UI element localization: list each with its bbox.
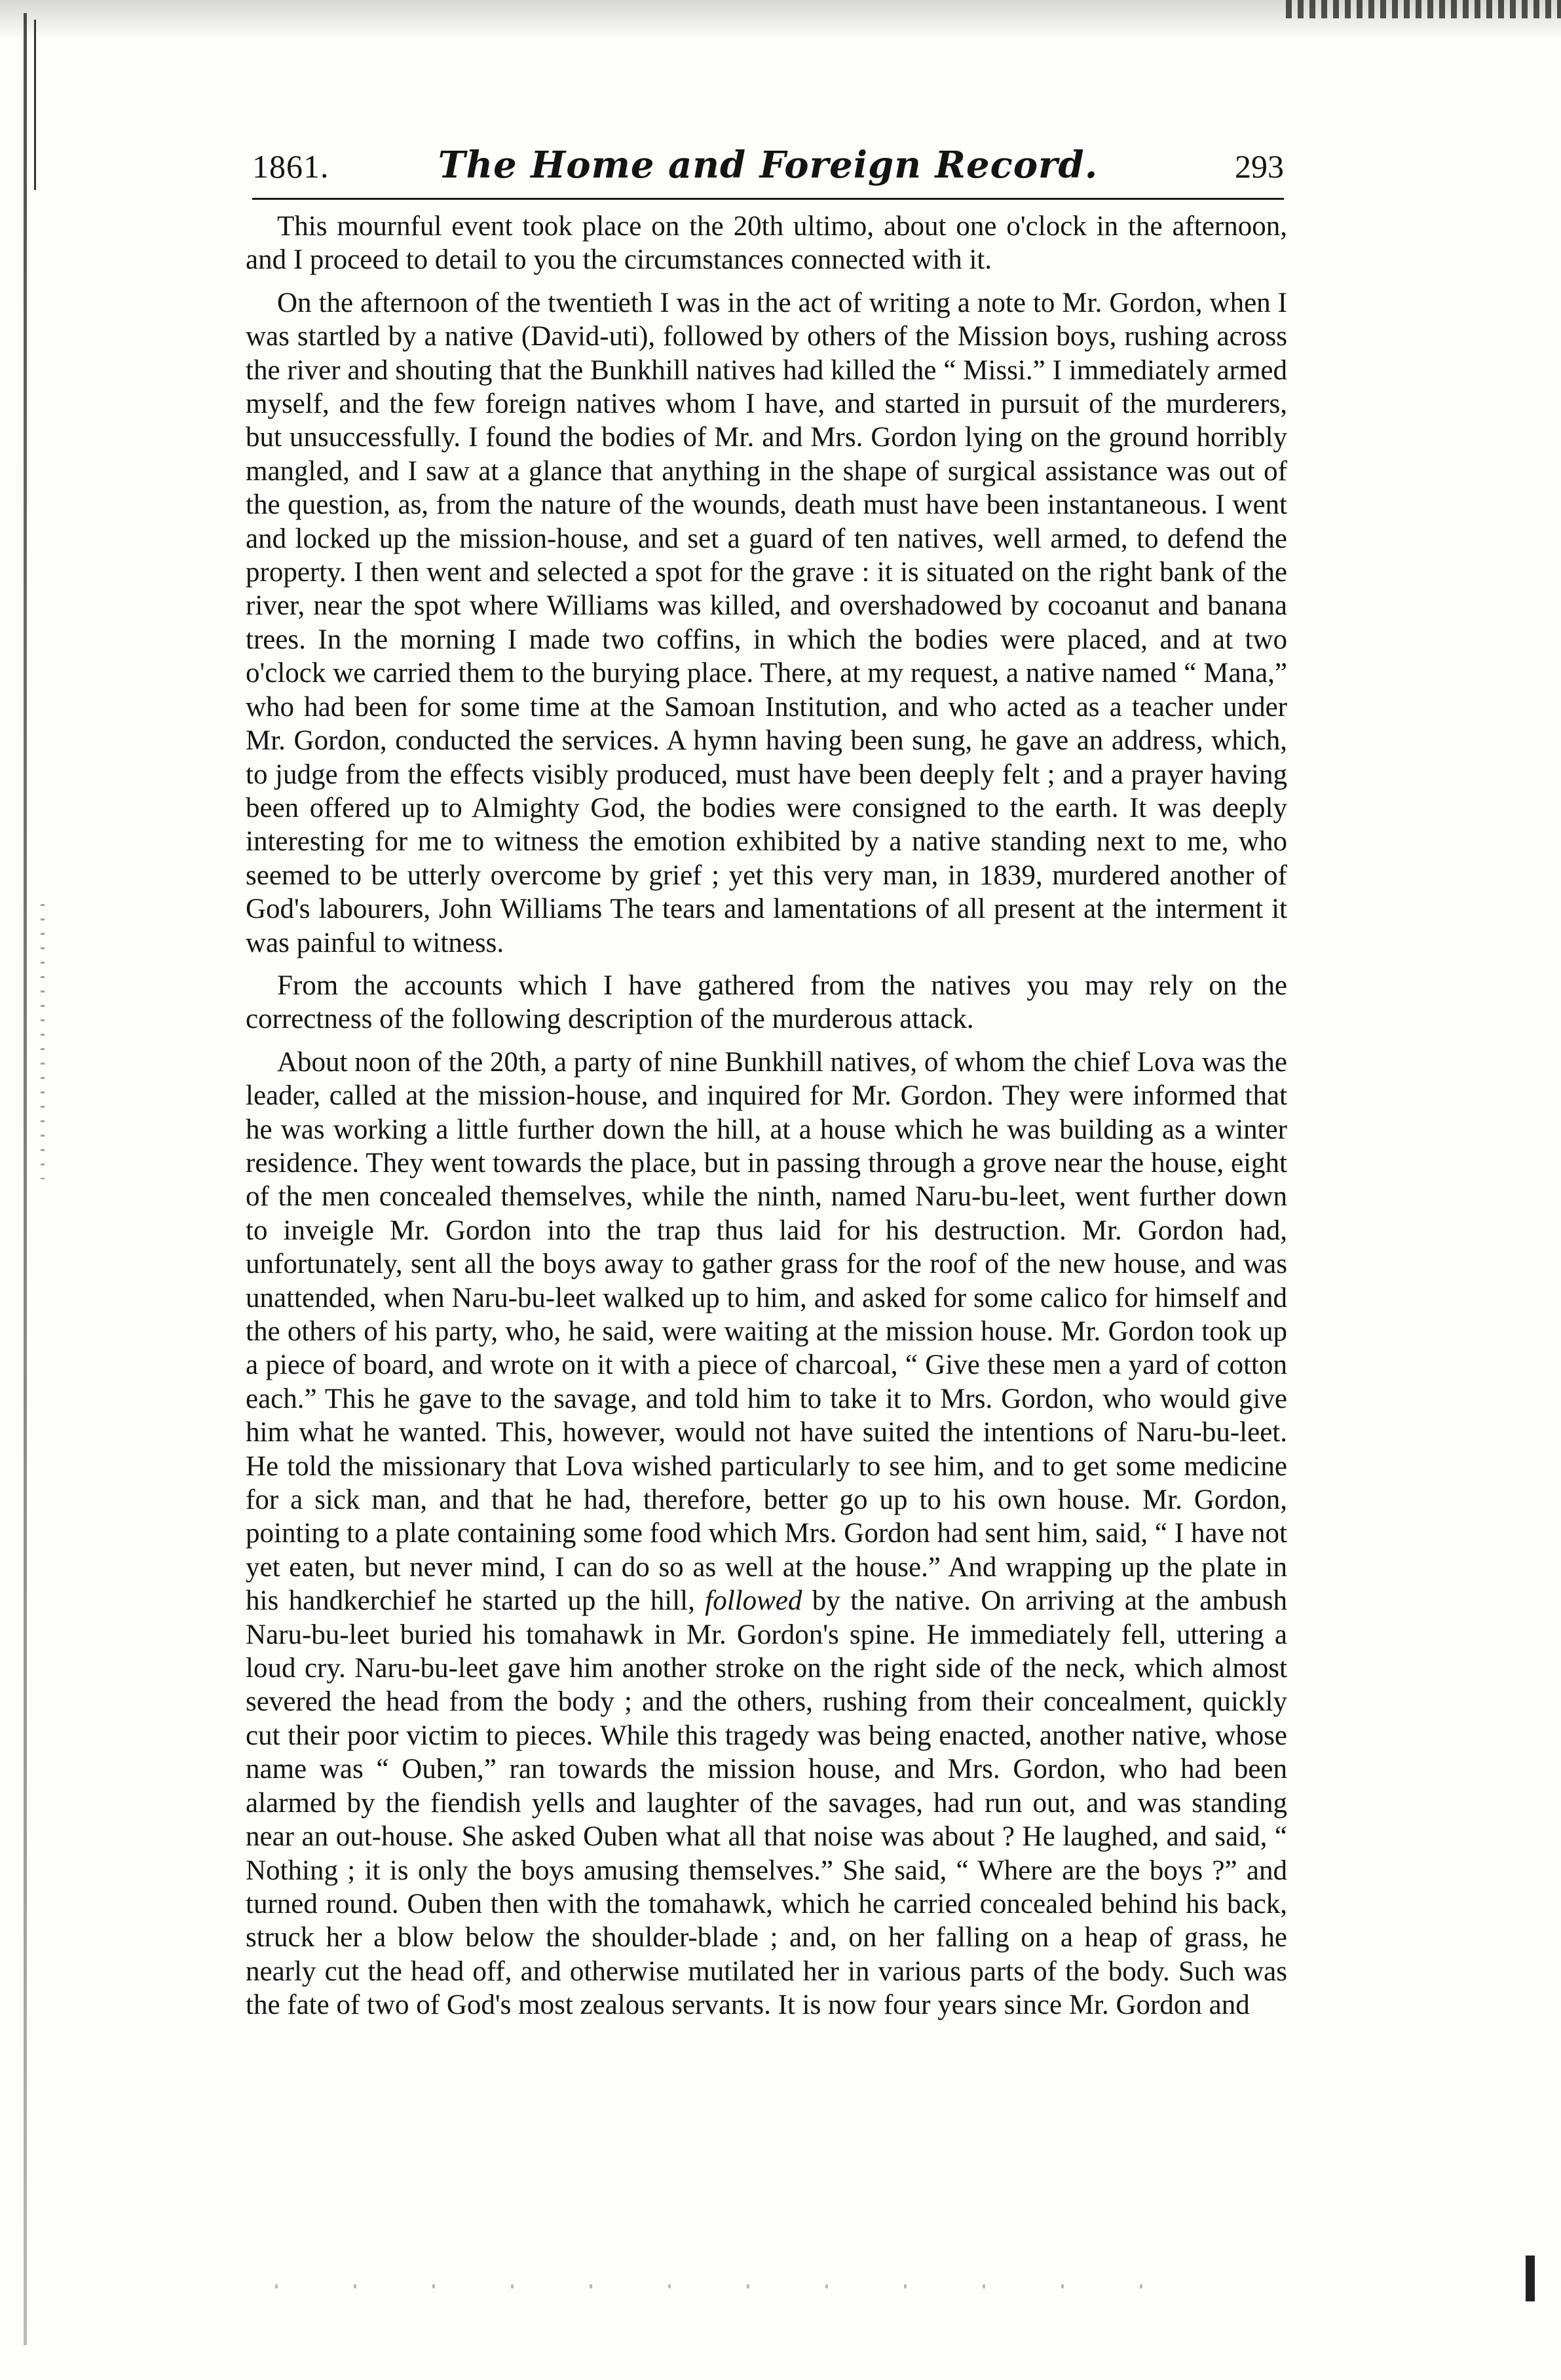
journal-title: The Home and Foreign Record. bbox=[438, 143, 1099, 187]
article-body bbox=[246, 210, 1287, 2031]
header-rule bbox=[252, 198, 1284, 200]
scan-specks-bottom bbox=[275, 2284, 1192, 2288]
paragraph-3: From the accounts which I have gathered from the natives you may rely on the correctness of the following description of the murderous attack. bbox=[246, 970, 1287, 1035]
paragraph-4-part-a: About noon of the 20th, a party of nine Bunkhill natives, of whom the chief Lova was the leader, called at the mission-house, and inquired for Mr. Gordon. They were informed that he was working a little further down the hill, at a house which he was building as a winter residence. They went towards the place, but in passing through a grove near the house, eight of the men concealed themselves, while the ninth, named Naru-bu-leet, went further down to inveigle Mr. Gordon into the trap thus laid for his destruction. Mr. Gordon had, unfortunately, sent all the boys away to gather grass for the roof of the new house, and was unattended, when Naru-bu-leet walked up to him, and asked for some calico for himself and the others of his party, who, he said, were waiting at the mission house. Mr. Gordon took up a piece of board, and wrote on it with a piece of charcoal, “ Give these men a yard of cotton each.” This he gave to the savage, and told him to take it to Mrs. Gordon, who would give him what he wanted. This, however, would not have suited the intentions of Naru-bu-leet. He told the missionary that Lova wished particularly to see him, and to get some medicine for a sick man, and that he had, therefore, better go up to his own house. Mr. Gordon, pointing to a plate containing some food which Mrs. Gordon had sent him, said, “ I have not yet eaten, but never mind, I can do so as well at the house.” And wrapping up the plate in his handkerchief he started up the hill, bbox=[246, 1046, 1287, 1617]
page-edge-mark bbox=[34, 20, 36, 190]
binding-marks bbox=[41, 904, 45, 1179]
scan-mark-bottom-right bbox=[1526, 2256, 1535, 2301]
paragraph-1: This mournful event took place on the 20th ultimo, about one o'clock in the afternoon, and I proceed to detail to you the circumstances connected with it. bbox=[246, 211, 1287, 276]
page-number: 293 bbox=[1235, 148, 1284, 185]
paragraph-4-part-b: by the native. On arriving at the ambush Naru-bu-leet buried his tomahawk in Mr. Gordon's spine. He immediately fell, uttering a loud cry. Naru-bu-leet gave him another stroke on the right side of the neck, which almost severed the head from the body ; and the others, rushing from their concealment, quickly cut their poor victim to pieces. While this tragedy was being enacted, another native, whose name was “ Ouben,” ran towards the mission house, and Mrs. Gordon, who had been alarmed by the fiendish yells and laughter of the savages, had run out, and was standing near an out-house. She asked Ouben what all that noise was about ? He laughed, and said, “ Nothing ; it is only the boys amusing themselves.” She said, “ Where are the boys ?” and turned round. Ouben then with the tomahawk, which he carried concealed behind his back, struck her a blow below the shoulder-blade ; and, on her falling on a heap of grass, he nearly cut the head off, and otherwise mutilated her in various parts of the body. Such was the fate of two of God's most zealous servants. It is now four years since Mr. Gordon and bbox=[246, 1585, 1287, 2021]
scan-artifact-top-right bbox=[1286, 0, 1561, 18]
header-year: 1861. bbox=[252, 148, 329, 185]
italic-word-followed: followed bbox=[705, 1585, 802, 1617]
paragraph-4 bbox=[246, 1046, 1287, 2022]
running-header bbox=[252, 141, 1284, 200]
paragraph-2: On the afternoon of the twentieth I was in the act of writing a note to Mr. Gordon, when I was startled by a native (David-uti), followed by others of the Mission boys, rushing across the river and shouting that the Bunkhill natives had killed the “ Missi.” I immediately armed myself, and the few foreign natives whom I have, and started in pursuit of the murderers, but unsuccessfully. I found the bodies of Mr. and Mrs. Gordon lying on the ground horribly mangled, and I saw at a glance that anything in the shape of surgical assistance was out of the question, as, from the nature of the wounds, death must have been instantaneous. I went and locked up the mission-house, and set a guard of ten natives, well armed, to defend the property. I then went and selected a spot for the grave : it is situated on the right bank of the river, near the spot where Williams was killed, and overshadowed by cocoanut and banana trees. In the morning I made two coffins, in which the bodies were placed, and at two o'clock we carried them to the burying place. There, at my request, a native named “ Mana,” who had been for some time at the Samoan Institution, and who acted as a teacher under Mr. Gordon, conducted the services. A hymn having been sung, he gave an address, which, to judge from the effects visibly produced, must have been deeply felt ; and a prayer having been offered up to Almighty God, the bodies were consigned to the earth. It was deeply interesting for me to witness the emotion exhibited by a native standing next to me, who seemed to be utterly overcome by grief ; yet this very man, in 1839, murdered another of God's labourers, John Williams The tears and lamentations of all present at the interment it was painful to witness. bbox=[246, 287, 1287, 958]
page-edge-line bbox=[24, 13, 27, 2345]
